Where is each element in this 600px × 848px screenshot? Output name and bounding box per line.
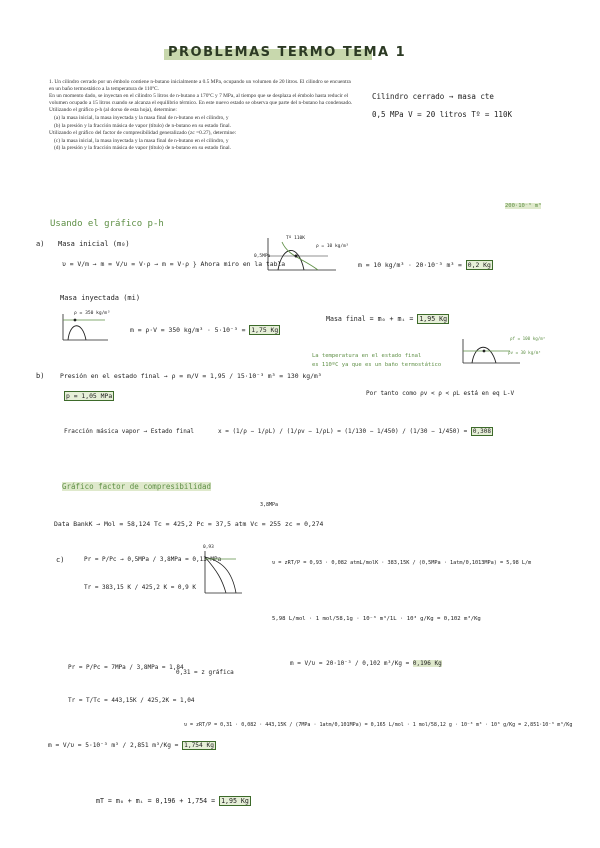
pr1-calc: Pr = P/Pc → 0,5MPa / 3,8MPa = 0,13 MPa [84,556,222,563]
m0-calc [290,660,442,667]
pr2-calc: Pr = P/Pc = 7MPa / 3,8MPa = 1,84 [68,664,184,671]
side-note-data: 0,5 MPa V = 20 litros Tº = 110K [372,110,512,119]
green-note-line-1: La temperatura en el estado final [312,353,422,359]
curve-label-1: ρf = 100 kg/m³ [510,336,546,341]
problem-paragraph-1: 1. Un cilindro cerrado por un émbolo contiene n-butano inicialmente a 0.5 MPa, ocupando un volumen de 20 litros. El cilindro se encuentra en un baño termostático a la temperatura de 110ºC. [49,79,351,92]
plabel: 0,5MPa [254,254,271,259]
fraccion-formula: x = (1/ρ − 1/ρL) / (1/ρv − 1/ρL) = (1/130 − 1/450) / (1/30 − 1/450) = [218,428,468,435]
tr2-calc: Tr = T/Tc = 443,15K / 425,2K = 1,04 [68,697,195,704]
green-note-line-2: es 110ºC ya que es un baño termostático [312,362,442,368]
mt-calc [96,797,251,805]
ph-diagram-injected [60,312,110,342]
rho-label: ρ = 10 kg/m³ [316,244,349,249]
m-injected-result: 1,75 Kg [251,326,279,334]
problem-item-a: (a) la masa inicial, la masa inyectada y la masa final de n-butano en el cilindro, y [54,114,229,121]
data-bank-line: Data BankK → Mol = 58,124 Tc = 425,2 Pc = 37,5 atm Vc = 255 zc = 0,274 [54,520,324,528]
problem-item-d: (d) la presión y la fracción másica de vapor (título) de n-butano en su estado final. [54,145,231,152]
m2-calc-prefix: m = V/υ = 5·10⁻³ m³ / 2,851 m³/Kg = [48,742,179,749]
masa-final-prefix: Masa final = m₀ + mᵢ = [326,315,414,323]
green-note-conclusion: Por tanto como ρv < ρ < ρL está en eq L-V [366,390,515,397]
masa-final-calc [326,315,449,323]
section-compresibilidad-text: Gráfico factor de compresibilidad [62,482,212,491]
section-ph-heading: Usando el gráfico p-h [50,219,164,229]
presion-final-result: p = 1,05 MPa [66,392,113,400]
m-injected-calc [130,326,280,334]
v2-formula: υ = zRT/P = 0,31 · 0,082 · 443,15K / (7MPa · 1atm/0,101MPa) = 0,165 L/mol · 1 mol/58,12 g · 10⁻³ m³ · 10³ g/Kg = 2,851·10⁻³ m³/Kg [184,722,573,728]
part-b-label: b) [36,372,45,380]
masa-inyectada-label: Masa inyectada (mi) [60,294,141,302]
tr1-calc: Tr = 383,15 K / 425,2 K = 0,9 K [84,584,196,591]
masa-inicial-label: Masa inicial (m₀) [58,240,130,248]
problem-item-c: (c) la masa inicial, la masa inyectada y la masa final de n-butano en el cilindro, y [54,137,229,144]
tlabel: Tº 110K [286,236,305,241]
z-note: 0,93 [203,545,214,550]
m-injected-prefix: m = ρ·V = 350 kg/m³ · 5·10⁻³ = [130,326,246,334]
z-chart-sketch [202,549,244,595]
unit-conversion: 5,98 L/mol · 1 mol/58,1g · 10⁻³ m³/1L · 10³ g/Kg = 0,102 m³/Kg [272,616,481,622]
problem-paragraph-4: Utilizando el gráfico del factor de compresibilidad generalizado (zc =0.27), determine: [49,130,237,137]
page-title: PROBLEMAS TERMO TEMA 1 [168,45,407,60]
masa-final-result: 1,95 Kg [419,315,448,323]
mt-calc-result: 1,95 Kg [221,797,249,805]
problem-statement [49,79,354,153]
m-initial-prefix: m = 10 kg/m³ · 20·10⁻³ m³ = [358,261,462,269]
m2-calc-result: 1,754 Kg [184,742,214,749]
m0-calc-result: 0,196 Kg [412,660,442,667]
mt-calc-prefix: mT = m₀ + mᵢ = 0,196 + 1,754 = [96,797,216,805]
v-formula: υ = zRT/P = 0,93 · 0,082 atmL/molK · 383,15K / (0,5MPa · 1atm/0,1013MPa) = 5,98 L/m [272,560,532,566]
volume-value: 200·10⁻³ m³ [505,203,542,209]
m-initial-calc [358,261,493,269]
problem-paragraph-2: En un momento dado, se inyectan en el cilindro 5 litros de n-butano a 170ºC y 7 MPa, al tiempo que se desplaza el émbolo hasta reducir el volumen ocupado a 15 litros cuando se alcanza el equilibrio térmico. En este nuevo estado se observa que parte del n-butano ha condensado. [49,93,353,106]
z2-note: 0,31 = z gráfica [176,669,234,676]
part-a-label: a) [36,240,45,248]
fraccion-calc [218,428,493,435]
problem-item-b: (b) la presión y la fracción másica de vapor (título) de n-butano en su estado final. [54,122,231,129]
presion-final-calc: Presión en el estado final → ρ = m/V = 1,95 / 15·10⁻³ m³ = 130 kg/m³ [60,372,322,380]
rho2-label: ρ = 350 kg/m³ [74,311,110,316]
m2-calc [48,742,216,749]
section-compresibilidad-heading [62,482,211,491]
fraccion-label: Fracción másica vapor → Estado final [64,428,195,435]
presion-final-box-wrap [64,392,114,400]
curve-label-2: ρv = 30 kg/m³ [508,350,541,355]
pc-annotation: 3,8MPa [260,502,279,508]
fraccion-result: 0,308 [472,428,491,435]
side-note-header: Cilindro cerrado → masa cte [372,92,494,101]
m0-calc-prefix: m = V/υ = 20·10⁻³ / 0,102 m³/Kg = [290,660,410,667]
side-note-volume [505,203,541,209]
m-initial-result: 0,2 Kg [467,261,491,269]
part-c-label: c) [56,556,65,564]
masa-inicial-formula: υ = V/m → m = V/υ = V·ρ → m = V·ρ } Ahora miro en la tabla [62,260,286,268]
problem-paragraph-3: Utilizando el gráfico p-h (al dorso de esta hoja), determine: [49,107,177,114]
